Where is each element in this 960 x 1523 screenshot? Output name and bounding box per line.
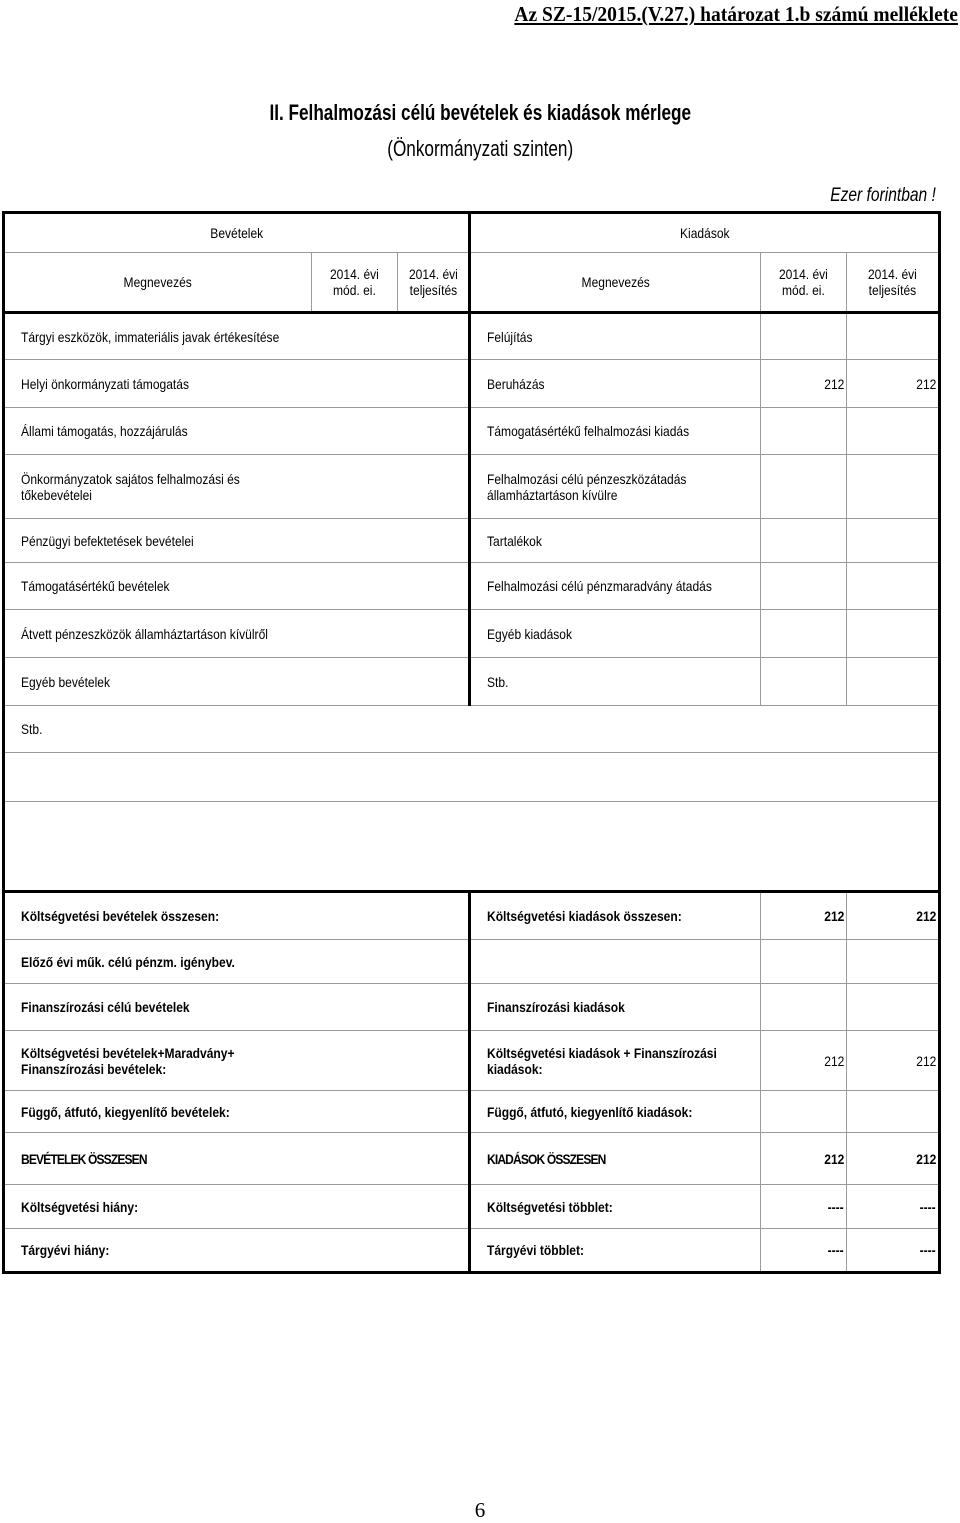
- table-row: [4, 706, 940, 753]
- revenue-total-label: Finanszírozási célú bevételek: [4, 984, 470, 1031]
- page-number: 6: [474, 1498, 486, 1522]
- revenue-item: Egyéb bevételek: [4, 658, 470, 706]
- revenue-item: Támogatásértékű bevételek: [4, 563, 470, 610]
- expense-total-label: Függő, átfutó, kiegyenlítő kiadások:: [470, 1091, 761, 1133]
- expense-perf-value: 212: [847, 360, 940, 408]
- surplus-perf-value: ----: [847, 1229, 940, 1273]
- expense-item: Felhalmozási célú pénzmaradvány átadás: [470, 563, 761, 610]
- expense-total-label: Finanszírozási kiadások: [470, 984, 761, 1031]
- expense-item: Beruházás: [470, 360, 761, 408]
- expense-perf-value: 212: [847, 892, 940, 940]
- table-row: [4, 313, 940, 360]
- revenue-item: Állami támogatás, hozzájárulás: [4, 408, 470, 455]
- table-row: [4, 563, 940, 610]
- expense-item: Stb.: [470, 658, 761, 706]
- expense-section-header: Kiadások: [470, 213, 940, 253]
- revenue-total-label: Előző évi műk. célú pénzm. igénybev.: [4, 940, 470, 984]
- expense-perf-column-header: 2014. évi teljesítés: [847, 253, 940, 313]
- unit-note: Ezer forintban !: [830, 185, 936, 206]
- expense-mod-column-header: 2014. évi mód. ei.: [761, 253, 847, 313]
- revenue-total-label: Függő, átfutó, kiegyenlítő bevételek:: [4, 1091, 470, 1133]
- revenue-perf-column-header: 2014. évi teljesítés: [398, 253, 470, 313]
- totals-row: [4, 892, 940, 940]
- expense-item: Egyéb kiadások: [470, 610, 761, 658]
- table-row: [4, 519, 940, 563]
- expense-mod-value: 212: [761, 892, 847, 940]
- revenue-item: Helyi önkormányzati támogatás: [4, 360, 470, 408]
- surplus-label: Tárgyévi többlet:: [470, 1229, 761, 1273]
- surplus-perf-value: ----: [847, 1185, 940, 1229]
- header-row-sections: [4, 213, 940, 253]
- page-subtitle: (Önkormányzati szinten): [387, 136, 573, 161]
- revenue-mod-column-header: 2014. évi mód. ei.: [312, 253, 398, 313]
- revenue-total-label: Költségvetési bevételek+Maradvány+ Finanszírozási bevételek:: [4, 1031, 470, 1091]
- expense-grand-total-label: KIADÁSOK ÖSSZESEN: [470, 1133, 761, 1185]
- revenue-section-header: Bevételek: [4, 213, 470, 253]
- revenue-total-label: Költségvetési bevételek összesen:: [4, 892, 470, 940]
- totals-row: [4, 984, 940, 1031]
- revenue-grand-total-label: BEVÉTELEK ÖSSZESEN: [4, 1133, 470, 1185]
- totals-row: [4, 940, 940, 984]
- table-row: [4, 360, 940, 408]
- revenue-name-column-header: Megnevezés: [4, 253, 312, 313]
- totals-row: [4, 1031, 940, 1091]
- expense-item: Támogatásértékű felhalmozási kiadás: [470, 408, 761, 455]
- revenue-item: Pénzügyi befektetések bevételei: [4, 519, 470, 563]
- expense-mod-value: 212: [761, 1031, 847, 1091]
- expense-mod-value: 212: [761, 1133, 847, 1185]
- deficit-label: Tárgyévi hiány:: [4, 1229, 470, 1273]
- page-title: II. Felhalmozási célú bevételek és kiadások mérlege: [269, 100, 691, 125]
- surplus-mod-value: ----: [761, 1229, 847, 1273]
- expense-item: Tartalékok: [470, 519, 761, 563]
- expense-total-label: Költségvetési kiadások összesen:: [470, 892, 761, 940]
- grand-total-row: [4, 1133, 940, 1185]
- table-row: [4, 610, 940, 658]
- surplus-mod-value: ----: [761, 1185, 847, 1229]
- deficit-label: Költségvetési hiány:: [4, 1185, 470, 1229]
- expense-perf-value: 212: [847, 1031, 940, 1091]
- table-row-empty: [4, 802, 940, 892]
- expense-perf-value: 212: [847, 1133, 940, 1185]
- revenue-item: Tárgyi eszközök, immateriális javak értékesítése: [4, 313, 470, 360]
- table-row: [4, 455, 940, 519]
- table-row-empty: [4, 753, 940, 802]
- expense-item: Felújítás: [470, 313, 761, 360]
- expense-name-column-header: Megnevezés: [470, 253, 761, 313]
- totals-row: [4, 1091, 940, 1133]
- surplus-label: Költségvetési többlet:: [470, 1185, 761, 1229]
- table-row: [4, 408, 940, 455]
- revenue-item: Átvett pénzeszközök államháztartáson kívülről: [4, 610, 470, 658]
- balance-table: [2, 211, 941, 1274]
- balance-row: [4, 1185, 940, 1229]
- table-row: [4, 658, 940, 706]
- document-reference: Az SZ-15/2015.(V.27.) határozat 1.b számú melléklete: [514, 2, 958, 26]
- header-row-columns: [4, 253, 940, 313]
- revenue-item: Önkormányzatok sajátos felhalmozási és tőkebevételei: [4, 455, 470, 519]
- revenue-item: Stb.: [4, 706, 470, 753]
- expense-total-label: Költségvetési kiadások + Finanszírozási kiadások:: [470, 1031, 761, 1091]
- expense-mod-value: 212: [761, 360, 847, 408]
- expense-item: Felhalmozási célú pénzeszközátadás államháztartáson kívülre: [470, 455, 761, 519]
- balance-row: [4, 1229, 940, 1273]
